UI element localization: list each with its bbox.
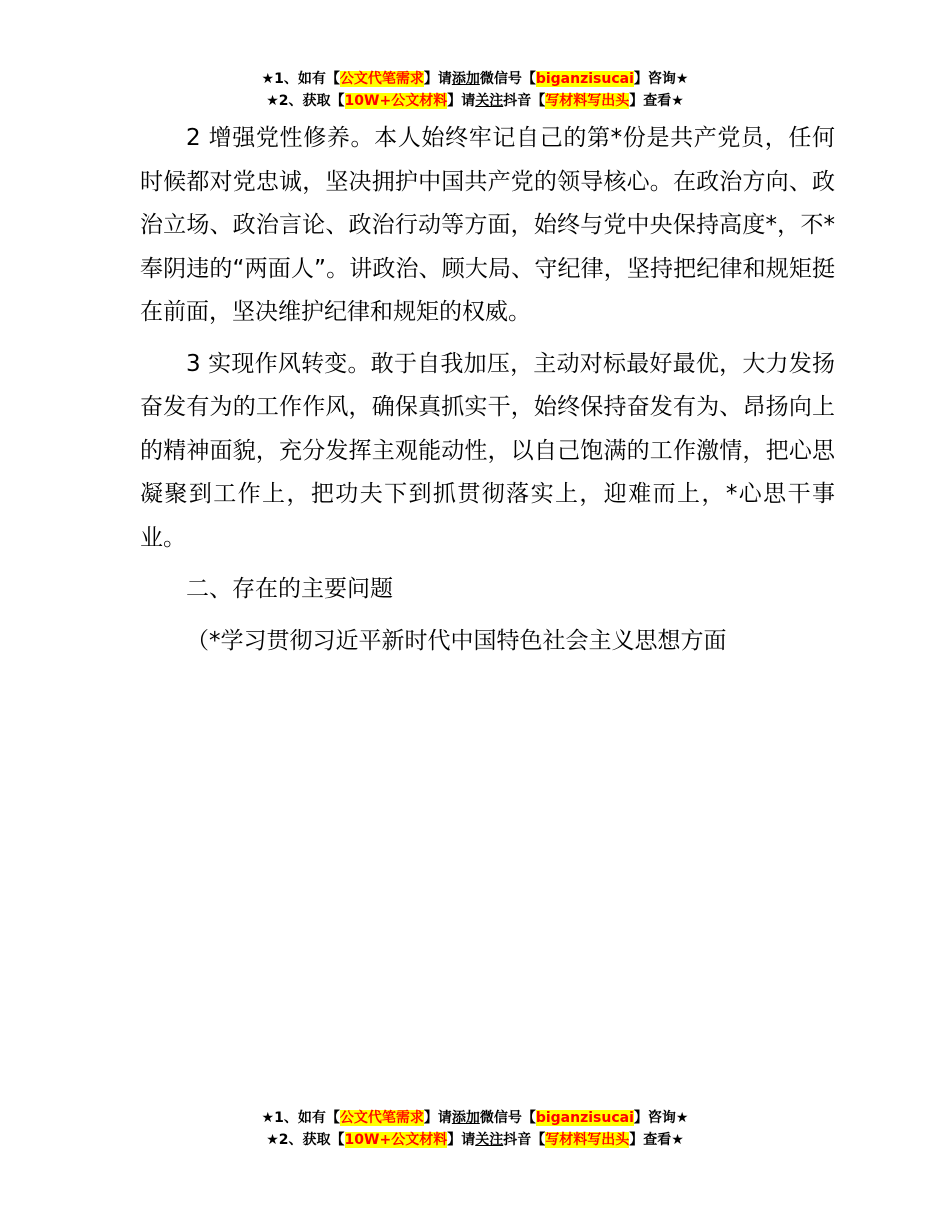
- section-heading-problems: 二、存在的主要问题: [186, 576, 393, 602]
- underlined-text: 添加: [451, 71, 480, 87]
- banner-text: 1、如有【: [274, 71, 340, 87]
- star-icon: ★: [266, 1132, 279, 1148]
- star-icon: ★: [261, 1110, 275, 1126]
- star-icon: ★: [671, 93, 684, 109]
- highlight-wechat-id: biganzisucai: [535, 71, 634, 87]
- underlined-text: 关注: [475, 1132, 504, 1148]
- highlight-service: 公文代笔需求: [339, 1110, 424, 1126]
- header-banner: [0, 68, 950, 112]
- highlight-materials: 10W+公文材料: [344, 1132, 448, 1148]
- banner-text: 】查看: [629, 93, 672, 109]
- banner-text: 微信号【: [479, 1110, 536, 1126]
- banner-line-1: [0, 68, 950, 90]
- banner-text: 】请: [423, 71, 452, 87]
- highlight-wechat-id: biganzisucai: [535, 1110, 634, 1126]
- banner-text: 抖音【: [503, 1132, 546, 1148]
- footer-banner: [0, 1107, 950, 1151]
- subsection-heading: （*学习贯彻习近平新时代中国特色社会主义思想方面: [186, 627, 727, 654]
- banner-line-2: [0, 1129, 950, 1151]
- banner-text: 微信号【: [479, 71, 536, 87]
- banner-text: 2、获取【: [278, 93, 345, 109]
- star-icon: ★: [266, 93, 279, 109]
- star-icon: ★: [261, 71, 275, 87]
- banner-text: 】咨询: [633, 1110, 676, 1126]
- star-icon: ★: [675, 71, 689, 87]
- highlight-douyin-account: 写材料写出头: [545, 93, 630, 109]
- banner-text: 】查看: [629, 1132, 672, 1148]
- highlight-service: 公文代笔需求: [339, 71, 424, 87]
- paragraph-work-style: 3 实现作风转变。敢于自我加压，主动对标最好最优，大力发扬奋发有为的工作作风，确保真抓实干，始终保持奋发有为、昂扬向上的精神面貌，充分发挥主观能动性，以自己饱满的工作激情，把心思凝聚到工作上，把功夫下到抓贯彻落实上，迎难而上，*心思干事业。: [140, 350, 835, 551]
- underlined-text: 关注: [475, 93, 504, 109]
- underlined-text: 添加: [451, 1110, 480, 1126]
- banner-text: 2、获取【: [278, 1132, 345, 1148]
- banner-text: 】请: [447, 1132, 476, 1148]
- banner-line-1: [0, 1107, 950, 1129]
- banner-text: 1、如有【: [274, 1110, 340, 1126]
- highlight-douyin-account: 写材料写出头: [545, 1132, 630, 1148]
- banner-text: 抖音【: [503, 93, 546, 109]
- paragraph-party-spirit: 2 增强党性修养。本人始终牢记自己的第*份是共产党员，任何时候都对党忠诚，坚决拥护中国共产党的领导核心。在政治方向、政治立场、政治言论、政治行动等方面，始终与党中央保持高度*，不*奉阴违的“两面人”。讲政治、顾大局、守纪律，坚持把纪律和规矩挺在前面，坚决维护纪律和规矩的权威。: [140, 125, 835, 325]
- banner-line-2: [0, 90, 950, 112]
- star-icon: ★: [671, 1132, 684, 1148]
- banner-text: 】咨询: [633, 71, 676, 87]
- banner-text: 】请: [423, 1110, 452, 1126]
- document-body: [140, 117, 835, 663]
- star-icon: ★: [675, 1110, 689, 1126]
- banner-text: 】请: [447, 93, 476, 109]
- highlight-materials: 10W+公文材料: [344, 93, 448, 109]
